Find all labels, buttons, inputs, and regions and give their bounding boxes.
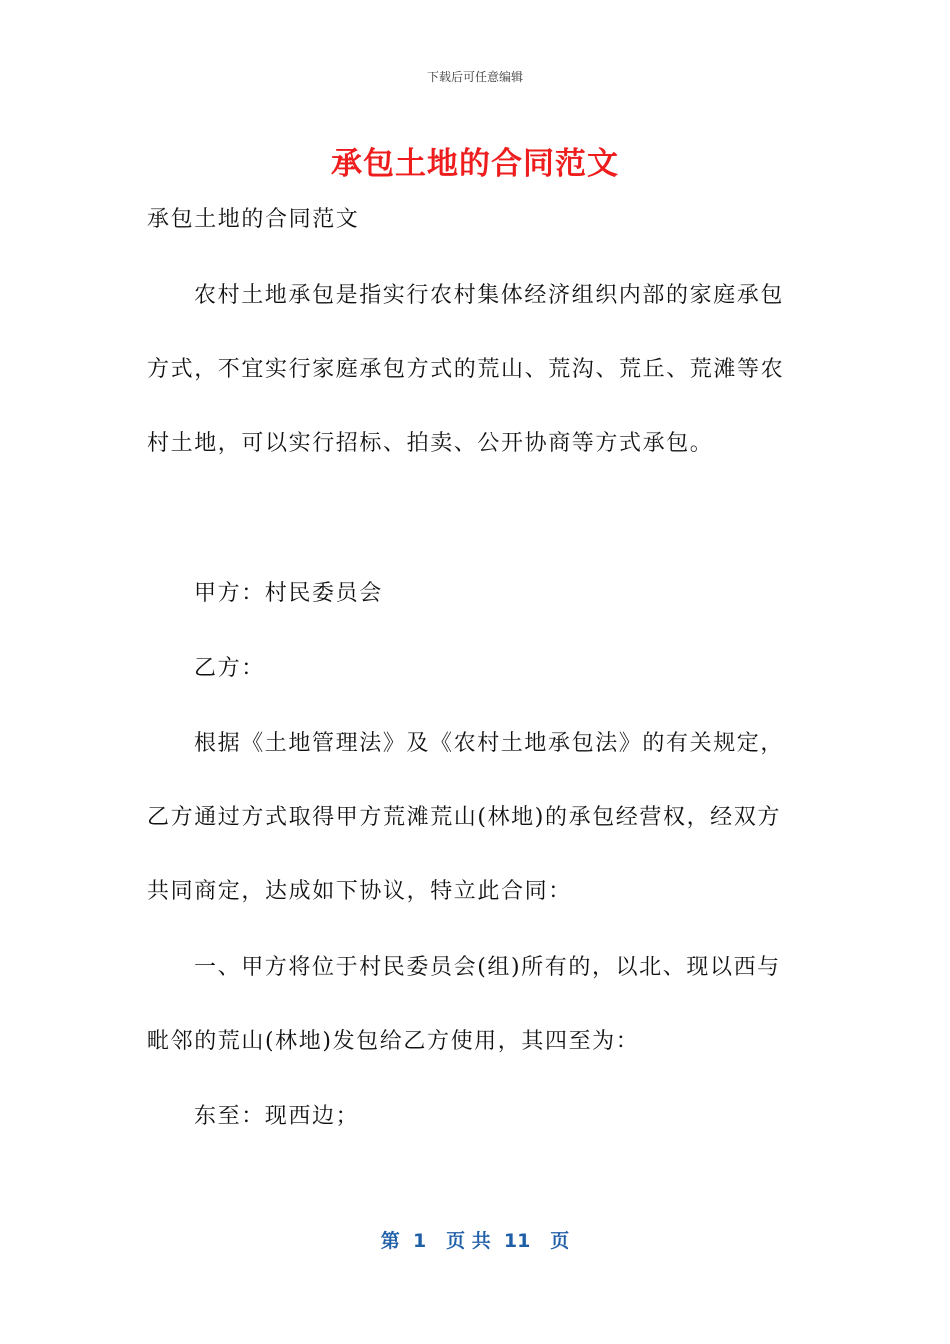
paragraph-line: 共同商定，达成如下协议，特立此合同： <box>147 879 572 904</box>
paragraph-line: 方式，不宜实行家庭承包方式的荒山、荒沟、荒丘、荒滩等农 <box>147 357 785 382</box>
paragraph-line: 农村土地承包是指实行农村集体经济组织内部的家庭承包 <box>194 283 785 308</box>
paragraph-line: 根据《土地管理法》及《农村土地承包法》的有关规定， <box>194 731 785 756</box>
page-number-footer: 第 1 页 共 11 页 <box>380 1230 570 1252</box>
boundary-line: 东至：现西边； <box>194 1104 360 1129</box>
paragraph-line: 村土地，可以实行招标、拍卖、公开协商等方式承包。 <box>147 431 714 456</box>
party-b-line: 乙方： <box>194 656 265 681</box>
party-a-line: 甲方：村民委员会 <box>194 581 383 606</box>
subtitle-line: 承包土地的合同范文 <box>147 207 360 232</box>
page-header-note: 下载后可任意编辑 <box>426 70 523 84</box>
document-title: 承包土地的合同范文 <box>331 146 619 182</box>
paragraph-line: 乙方通过方式取得甲方荒滩荒山(林地)的承包经营权，经双方 <box>147 805 781 830</box>
clause-line: 毗邻的荒山(林地)发包给乙方使用，其四至为： <box>147 1029 640 1054</box>
clause-line: 一、甲方将位于村民委员会(组)所有的，以北、现以西与 <box>194 955 781 980</box>
